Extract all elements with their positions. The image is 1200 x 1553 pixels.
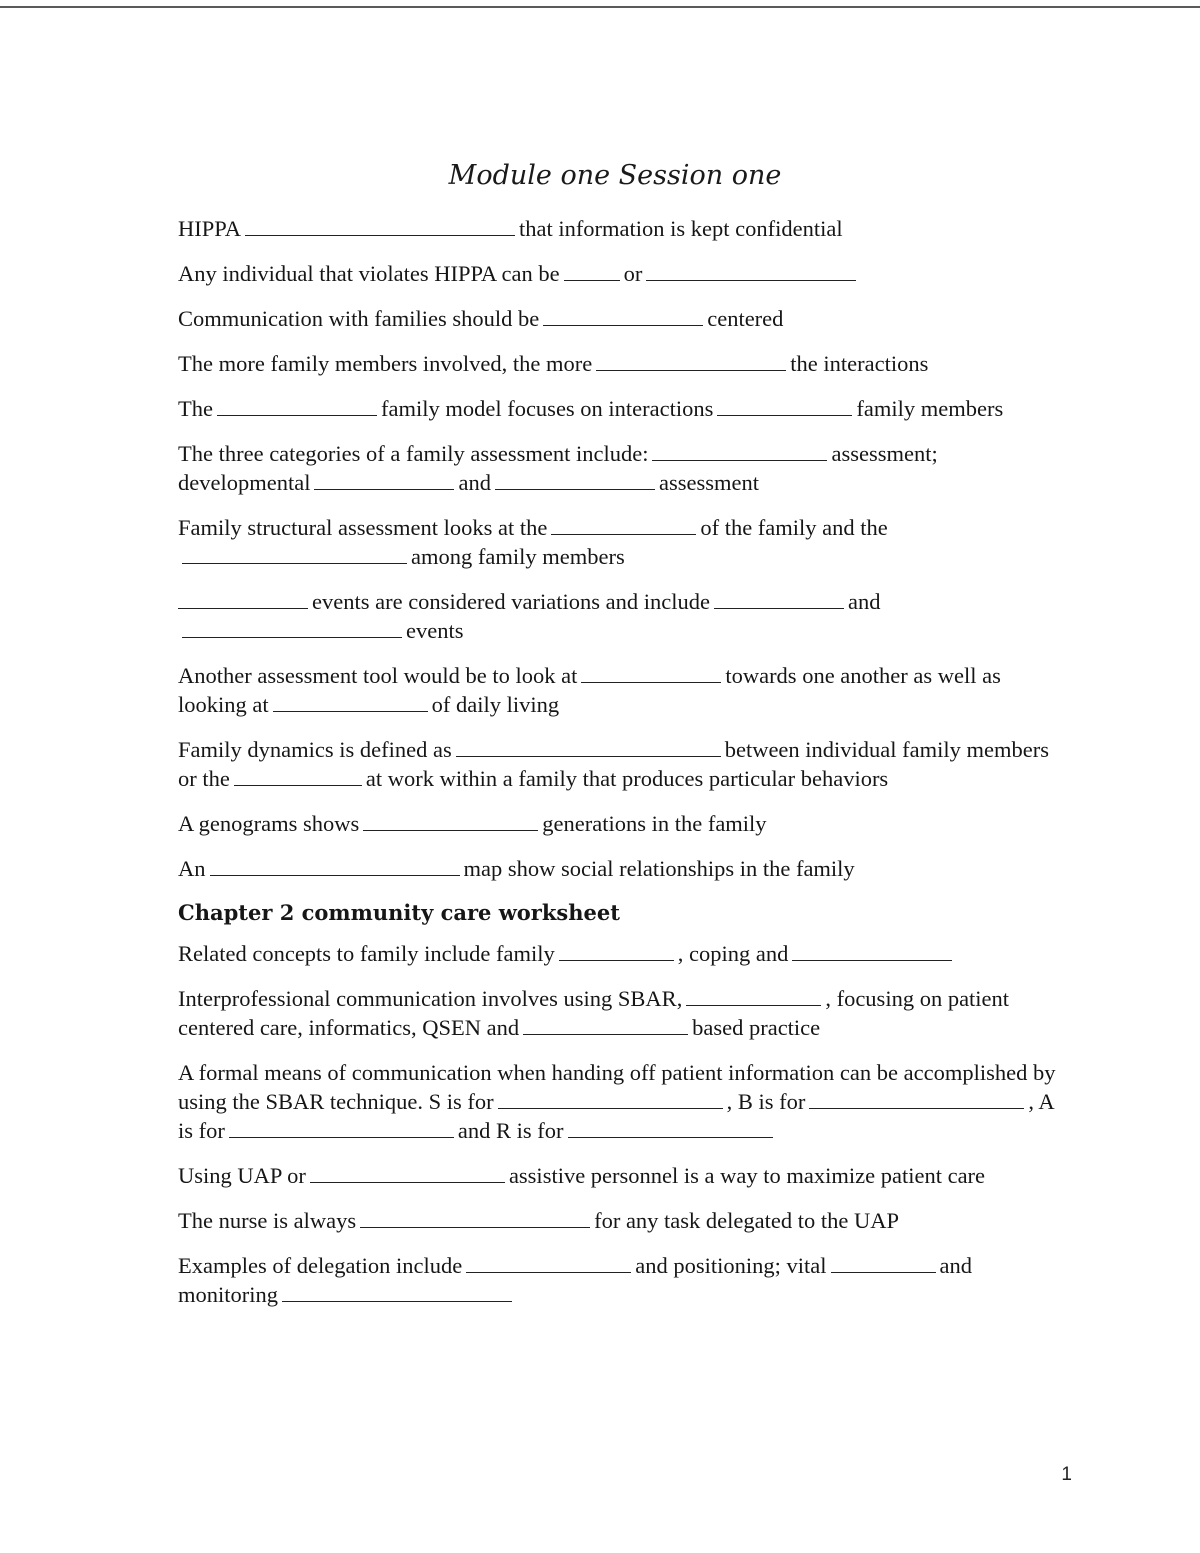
question-text: The more family members involved, the more xyxy=(178,351,593,376)
answer-blank[interactable] xyxy=(686,988,821,1006)
answer-blank[interactable] xyxy=(714,591,844,609)
answer-blank[interactable] xyxy=(182,546,407,564)
scan-top-border xyxy=(0,0,1200,8)
question-text: , B is for xyxy=(726,1089,806,1114)
answer-blank[interactable] xyxy=(273,694,428,712)
question-text: The three categories of a family assessment include: xyxy=(178,441,649,466)
question-text: , focusing on patient centered care, informatics, QSEN and xyxy=(178,986,1010,1040)
answer-blank[interactable] xyxy=(229,1120,454,1138)
question-text: based practice xyxy=(692,1015,821,1040)
question-text: family model focuses on interactions xyxy=(380,396,714,421)
question-text: Using UAP or xyxy=(178,1163,306,1188)
answer-blank[interactable] xyxy=(310,1165,505,1183)
answer-blank[interactable] xyxy=(792,943,952,961)
question-text: Communication with families should be xyxy=(178,306,540,331)
question-text: events xyxy=(406,618,464,643)
question-12 xyxy=(178,854,1058,883)
answer-blank[interactable] xyxy=(245,218,515,236)
question-6 xyxy=(178,439,1058,497)
question-text: assistive personnel is a way to maximize patient care xyxy=(508,1163,986,1188)
answer-blank[interactable] xyxy=(217,398,377,416)
question-text: family members xyxy=(856,396,1004,421)
answer-blank[interactable] xyxy=(282,1284,512,1302)
answer-blank[interactable] xyxy=(559,943,674,961)
answer-blank[interactable] xyxy=(182,620,402,638)
answer-blank[interactable] xyxy=(466,1255,631,1273)
question-2 xyxy=(178,259,1058,288)
question-text: at work within a family that produces particular behaviors xyxy=(365,766,889,791)
answer-blank[interactable] xyxy=(456,739,721,757)
question-text: for any task delegated to the UAP xyxy=(594,1208,899,1233)
question-text: and positioning; vital xyxy=(635,1253,827,1278)
question-text: Interprofessional communication involves using SBAR, xyxy=(178,986,683,1011)
question-10 xyxy=(178,735,1058,793)
question-text: Another assessment tool would be to look at xyxy=(178,663,578,688)
answer-blank[interactable] xyxy=(581,665,721,683)
question-1 xyxy=(178,214,1058,243)
answer-blank[interactable] xyxy=(495,472,655,490)
question-text: between individual family members or the xyxy=(178,737,1049,791)
page-title: Module one Session one xyxy=(448,160,782,191)
question-text: Any individual that violates HIPPA can be xyxy=(178,261,560,286)
question-text: Examples of delegation include xyxy=(178,1253,463,1278)
answer-blank[interactable] xyxy=(360,1210,590,1228)
answer-blank[interactable] xyxy=(543,308,703,326)
question-text: The xyxy=(178,396,213,421)
question-text: centered xyxy=(707,306,784,331)
answer-blank[interactable] xyxy=(809,1091,1024,1109)
question-16 xyxy=(178,1161,1058,1190)
page-number: 1 xyxy=(1061,1464,1072,1485)
question-15 xyxy=(178,1058,1058,1145)
question-text: The nurse is always xyxy=(178,1208,357,1233)
answer-blank[interactable] xyxy=(596,353,786,371)
answer-blank[interactable] xyxy=(568,1120,773,1138)
worksheet-body xyxy=(178,214,1058,1325)
question-text: or xyxy=(623,261,643,286)
question-7 xyxy=(178,513,1058,571)
question-18 xyxy=(178,1251,1058,1309)
question-text: Family dynamics is defined as xyxy=(178,737,452,762)
answer-blank[interactable] xyxy=(652,443,827,461)
answer-blank[interactable] xyxy=(498,1091,723,1109)
question-9 xyxy=(178,661,1058,719)
question-3 xyxy=(178,304,1058,333)
answer-blank[interactable] xyxy=(646,263,856,281)
question-text: An xyxy=(178,856,206,881)
question-text: assessment xyxy=(658,470,759,495)
question-13 xyxy=(178,939,1058,968)
question-text: generations in the family xyxy=(542,811,767,836)
answer-blank[interactable] xyxy=(178,591,308,609)
question-text: and xyxy=(458,470,491,495)
question-17 xyxy=(178,1206,1058,1235)
question-text: Related concepts to family include family xyxy=(178,941,555,966)
question-text: , A is for xyxy=(178,1089,1054,1143)
question-8 xyxy=(178,587,1058,645)
question-text: map show social relationships in the family xyxy=(463,856,855,881)
question-text: of the family and the xyxy=(700,515,888,540)
question-text: and monitoring xyxy=(178,1253,973,1307)
answer-blank[interactable] xyxy=(363,813,538,831)
question-text: the interactions xyxy=(790,351,929,376)
question-5 xyxy=(178,394,1058,423)
question-14 xyxy=(178,984,1058,1042)
question-text: , coping and xyxy=(677,941,789,966)
question-text: Family structural assessment looks at the xyxy=(178,515,548,540)
answer-blank[interactable] xyxy=(523,1017,688,1035)
question-text: A genograms shows xyxy=(178,811,360,836)
question-text: and xyxy=(847,589,881,614)
question-4 xyxy=(178,349,1058,378)
answer-blank[interactable] xyxy=(564,263,620,281)
question-text: HIPPA xyxy=(178,216,241,241)
question-11 xyxy=(178,809,1058,838)
question-text: events are considered variations and include xyxy=(312,589,710,614)
answer-blank[interactable] xyxy=(210,858,460,876)
question-text: among family members xyxy=(411,544,625,569)
question-text: of daily living xyxy=(431,692,560,717)
question-text: assessment; developmental xyxy=(178,441,938,495)
question-text: towards one another as well as looking at xyxy=(178,663,1001,717)
answer-blank[interactable] xyxy=(234,768,362,786)
question-text: that information is kept confidential xyxy=(518,216,843,241)
question-text: A formal means of communication when handing off patient information can be accomplished by using the SBAR technique. S is for xyxy=(178,1060,1056,1114)
chapter-heading: Chapter 2 community care worksheet xyxy=(178,900,620,925)
answer-blank[interactable] xyxy=(717,398,852,416)
answer-blank[interactable] xyxy=(314,472,454,490)
answer-blank[interactable] xyxy=(551,517,696,535)
answer-blank[interactable] xyxy=(831,1255,936,1273)
question-text: and R is for xyxy=(457,1118,564,1143)
